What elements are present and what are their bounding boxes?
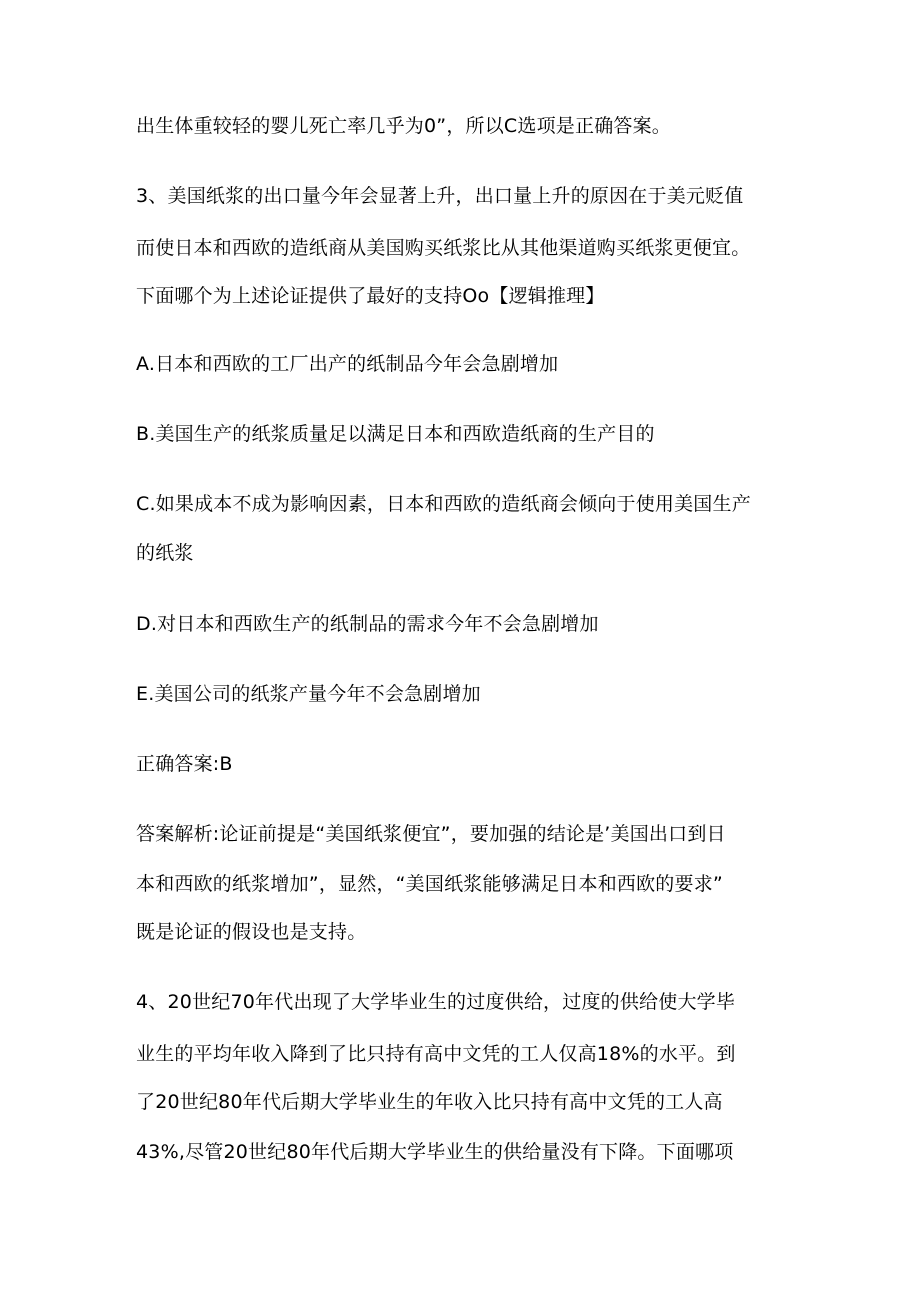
- question-3-line-3: 下面哪个为上述论证提供了最好的支持Oo【逻辑推理】: [136, 285, 605, 307]
- option-b: B.美国生产的纸浆质量足以满足日本和西欧造纸商的生产目的: [136, 423, 655, 445]
- option-d: D.对日本和西欧生产的纸制品的需求今年不会急剧增加: [136, 613, 599, 635]
- question-4-line-4: 43%,尽管20世纪80年代后期大学毕业生的供给量没有下降。下面哪项: [136, 1141, 734, 1163]
- text-line-prev-answer-end: 出生体重较轻的婴儿死亡率几乎为0”，所以C选项是正确答案。: [136, 115, 671, 137]
- correct-answer: 正确答案:B: [136, 753, 233, 775]
- explanation-line-3: 既是论证的假设也是支持。: [136, 921, 367, 943]
- question-4-line-3: 了20世纪80年代后期大学毕业生的年收入比只持有高中文凭的工人高: [136, 1091, 723, 1113]
- question-3-line-2: 而使日本和西欧的造纸商从美国购买纸浆比从其他渠道购买纸浆更便宜。: [136, 237, 751, 259]
- explanation-line-2: 本和西欧的纸浆增加”，显然，“美国纸浆能够满足日本和西欧的要求”: [136, 873, 723, 895]
- question-4-line-1: 4、20世纪70年代出现了大学毕业生的过度供给，过度的供给使大学毕: [136, 991, 736, 1013]
- option-c-line-2: 的纸浆: [136, 542, 194, 564]
- question-4-line-2: 业生的平均年收入降到了比只持有高中文凭的工人仅高18%的水平。到: [136, 1043, 736, 1065]
- question-3-line-1: 3、美国纸浆的出口量今年会显著上升，出口量上升的原因在于美元贬值: [136, 185, 744, 207]
- option-a: A.日本和西欧的工厂出产的纸制品今年会急剧增加: [136, 353, 559, 375]
- explanation-line-1: 答案解析:论证前提是“美国纸浆便宜”，要加强的结论是’美国出口到日: [136, 823, 726, 845]
- option-e: E.美国公司的纸浆产量今年不会急剧增加: [136, 683, 481, 705]
- option-c-line-1: C.如果成本不成为影响因素，日本和西欧的造纸商会倾向于使用美国生产: [136, 493, 751, 515]
